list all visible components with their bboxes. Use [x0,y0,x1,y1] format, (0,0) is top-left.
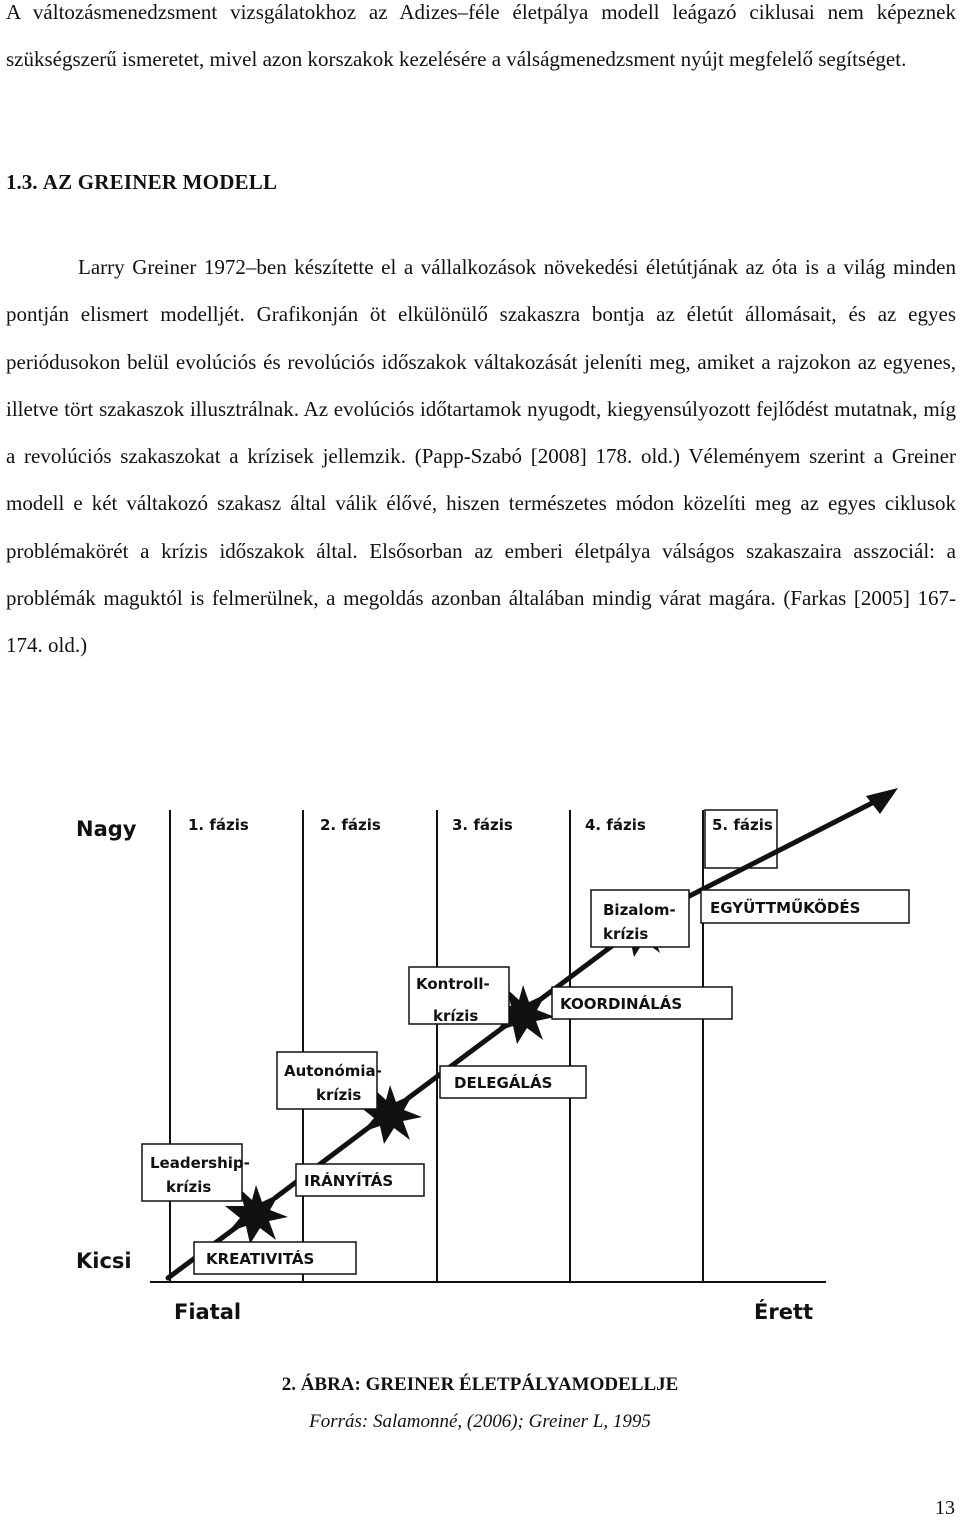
phase-label-4: 4. fázis [585,816,646,834]
caption-number: 2. [281,1374,296,1395]
x-right-label: Érett [754,1300,814,1324]
main-paragraph: Larry Greiner 1972–ben készítette el a vállalkozások növekedési életútjának az óta is a világ minden pontján elismert modelljét. Grafikonján öt elkülönülő szakaszra bontja az életút állomásait, és az egyes periódusokon belül evolúciós és revolúciós időszakok váltakozását jeleníti meg, amiket a rajzokon az egyenes, illetve tört szakaszok illusztrálnak. Az evolúciós időtartamok nyugodt, kiegyensúlyozott fejlődést mutatnak, míg a revolúciós szakaszokat a krízisek jellemzik. (Papp-Szabó [2008] 178. old.) Véleményem szerint a Greiner modell e két váltakozó szakasz által válik élővé, hiszen természetes módon közelíti meg az egyes ciklusok problémakörét a krízis időszakok által. Elsősorban az emberi életpálya válságos szakaszaira asszociál: a problémák maguktól is felmerülnek, a megoldás azonban általában mindig várat magára. (Farkas [2005] 167-174. old.) [6,255,956,658]
caption-label: ÁBRA: [300,1374,361,1395]
crisis-4-line1: Bizalom- [603,901,676,919]
phase-label-3: 3. fázis [452,816,513,834]
y-bottom-label: Kicsi [76,1249,132,1273]
crisis-1-line1: Leadership- [150,1154,250,1172]
x-left-label: Fiatal [174,1300,242,1324]
stage-label-2: IRÁNYÍTÁS [304,1172,394,1190]
crisis-2-line2: krízis [316,1086,362,1104]
page-number: 13 [935,1497,955,1519]
section-heading [6,170,277,195]
crisis-2-line1: Autonómia- [284,1062,382,1080]
caption-title: GREINER ÉLETPÁLYAMODELLJE [365,1374,679,1395]
growth-arrowhead [866,788,898,814]
stage-label-5: EGYÜTTMŰKÖDÉS [710,899,861,917]
crisis-4-line2: krízis [603,925,649,943]
crisis-3-line2: krízis [433,1007,479,1025]
stage-label-1: KREATIVITÁS [206,1250,315,1268]
section-title: AZ GREINER MODELL [42,170,278,194]
crisis-1-line2: krízis [166,1178,212,1196]
stage-label-3: DELEGÁLÁS [454,1074,553,1092]
figure-caption [0,1374,960,1396]
phase-label-1: 1. fázis [188,816,249,834]
y-top-label: Nagy [76,817,137,841]
crisis-3-line1: Kontroll- [416,975,490,993]
phase-label-5: 5. fázis [712,816,773,834]
phase-label-2: 2. fázis [320,816,381,834]
stage-label-4: KOORDINÁLÁS [560,995,683,1013]
section-number: 1.3. [6,170,38,194]
greiner-diagram [0,770,960,1350]
intro-paragraph: A változásmenedzsment vizsgálatokhoz az Adizes–féle életpálya modell leágazó ciklusai nem képeznek szükségszerű ismeretet, mivel azon korszakok kezelésére a válságmenedzsment nyújt megfelelő segítséget. [6,0,956,72]
figure-source: Forrás: Salamonné, (2006); Greiner L, 1995 [309,1411,651,1432]
